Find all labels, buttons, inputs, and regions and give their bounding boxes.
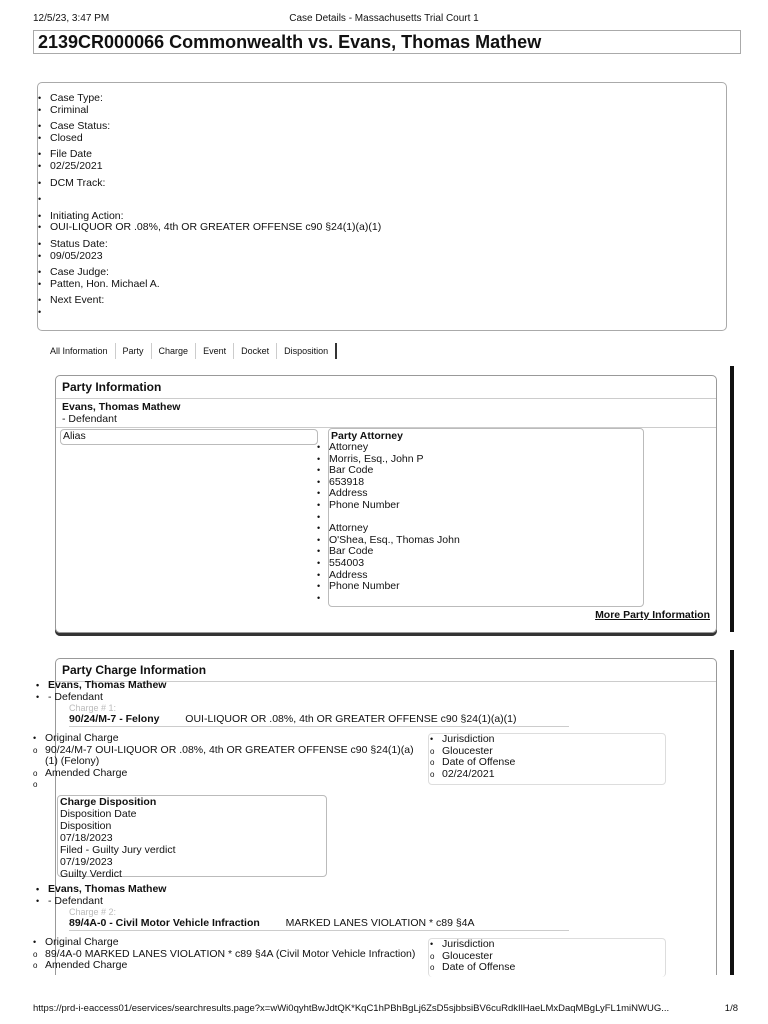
disposition-date-value: 07/18/2023 (60, 832, 113, 844)
bar-code-label: • Bar Code (317, 465, 643, 477)
alias-label: Alias (63, 430, 86, 442)
charge-number: Charge # 2: (69, 907, 117, 918)
case-type-value: • Criminal (38, 105, 726, 117)
charge-code: 90/24/M-7 - Felony (69, 713, 160, 726)
attorney-spacer (317, 593, 643, 605)
jurisdiction-box (428, 938, 666, 977)
tab-docket[interactable]: Docket (234, 343, 277, 359)
charge-block (36, 680, 716, 727)
case-status-label: • Case Status: (38, 121, 726, 133)
jurisdiction-label: • Jurisdiction (430, 734, 665, 746)
attorney-name: • Morris, Esq., John P (317, 454, 643, 466)
disposition-date-label: Disposition Date (60, 808, 137, 820)
attorney-label: • Attorney (317, 442, 643, 454)
print-datetime: 12/5/23, 3:47 PM (33, 13, 110, 24)
right-border-bar (730, 650, 734, 975)
party-attorney-heading: Party Attorney (331, 430, 403, 442)
party-role: - Defendant (62, 413, 117, 425)
print-page-title: Case Details - Massachusetts Trial Court 1 (289, 13, 479, 24)
next-event-label: • Next Event: (38, 295, 726, 307)
next-event-value (38, 307, 726, 319)
amended-charge-label: o Amended Charge (33, 768, 433, 780)
case-type-label: • Case Type: (38, 93, 726, 105)
case-judge-value: • Patten, Hon. Michael A. (38, 279, 726, 291)
tab-disposition[interactable]: Disposition (277, 343, 337, 359)
tab-event[interactable]: Event (196, 343, 234, 359)
date-of-offense-label: o Date of Offense (430, 962, 665, 974)
tab-party[interactable]: Party (116, 343, 152, 359)
charge-code: 89/4A-0 - Civil Motor Vehicle Infraction (69, 917, 260, 930)
charge-disposition-heading: Charge Disposition (60, 796, 157, 808)
charge-description: OUI-LIQUOR OR .08%, 4th OR GREATER OFFENSE c90 §24(1)(a)(1) (185, 713, 517, 726)
jurisdiction-value: o Gloucester (430, 746, 665, 758)
charge-number: Charge # 1: (69, 703, 117, 714)
date-of-offense-value: o 02/24/2021 (430, 769, 665, 781)
attorney-label: • Attorney (317, 523, 643, 535)
party-charge-heading: Party Charge Information (56, 659, 716, 682)
bar-code-label: • Bar Code (317, 546, 643, 558)
more-party-information-link[interactable]: More Party Information (595, 609, 710, 621)
status-date-value: • 09/05/2023 (38, 251, 726, 263)
bar-code-value: • 653918 (317, 477, 643, 489)
print-header (0, 13, 768, 27)
date-of-offense-label: o Date of Offense (430, 757, 665, 769)
disposition-value: Filed - Guilty Jury verdict (60, 844, 176, 856)
tab-charge[interactable]: Charge (152, 343, 197, 359)
print-footer (33, 1003, 738, 1014)
disposition-label: Disposition (60, 820, 112, 832)
page-url: https://prd-i-eaccess01/eservices/searchresults.page?x=wWi0qyhtBwJdtQK*KqC1hPBhBgLj6ZsD5sjbbsiBV6cuRdkIlHaeLMxDaqMBgLyFL1miNWUG... (33, 1003, 670, 1014)
tab-all-information[interactable]: All Information (43, 343, 116, 359)
file-date-label: • File Date (38, 149, 726, 161)
dcm-track-value (38, 194, 726, 206)
original-charge-list (33, 733, 433, 791)
charge-description: MARKED LANES VIOLATION * c89 §4A (285, 917, 475, 930)
bar-code-value: • 554003 (317, 558, 643, 570)
case-title: 2139CR000066 Commonwealth vs. Evans, Thomas Mathew (33, 30, 741, 54)
party-attorney-box (328, 428, 644, 607)
phone-label: • Phone Number (317, 581, 643, 593)
party-information-heading: Party Information (56, 376, 716, 399)
charge-party-role: • - Defendant (36, 692, 716, 704)
initiating-action-value: • OUI-LIQUOR OR .08%, 4th OR GREATER OFFENSE c90 §24(1)(a)(1) (38, 222, 726, 234)
original-charge-label: • Original Charge (33, 937, 433, 949)
initiating-action-label: • Initiating Action: (38, 211, 726, 223)
case-judge-label: • Case Judge: (38, 267, 726, 279)
original-charge-label: • Original Charge (33, 733, 433, 745)
phone-label: • Phone Number (317, 500, 643, 512)
charge-party-name: • Evans, Thomas Mathew (36, 680, 716, 692)
attorney-name: • O'Shea, Esq., Thomas John (317, 535, 643, 547)
original-charge-value: o 90/24/M-7 OUI-LIQUOR OR .08%, 4th OR GREATER OFFENSE c90 §24(1)(a) (1) (Felony) (33, 745, 433, 768)
address-label: • Address (317, 488, 643, 500)
original-charge-value: o 89/4A-0 MARKED LANES VIOLATION * c89 §4A (Civil Motor Vehicle Infraction) (33, 949, 433, 961)
original-charge-list (33, 937, 433, 972)
amended-charge-label: o Amended Charge (33, 960, 433, 972)
page-number: 1/8 (724, 1003, 738, 1014)
alias-box (60, 429, 318, 445)
jurisdiction-label: • Jurisdiction (430, 939, 665, 951)
case-status-value: • Closed (38, 133, 726, 145)
disposition-date-value: 07/19/2023 (60, 856, 113, 868)
party-name: Evans, Thomas Mathew (62, 401, 181, 413)
file-date-value: • 02/25/2021 (38, 161, 726, 173)
party-information-section (55, 375, 717, 633)
charge-party-role: • - Defendant (36, 896, 716, 908)
dcm-track-label: • DCM Track: (38, 178, 726, 190)
case-summary-panel (37, 82, 727, 331)
right-border-bar (730, 366, 734, 632)
status-date-label: • Status Date: (38, 239, 726, 251)
jurisdiction-value: o Gloucester (430, 951, 665, 963)
charge-block (36, 884, 716, 931)
disposition-value: Guilty Verdict (60, 868, 122, 880)
address-label: • Address (317, 570, 643, 582)
charge-disposition-box (57, 795, 327, 880)
tab-bar (43, 343, 337, 361)
charge-party-name: • Evans, Thomas Mathew (36, 884, 716, 896)
jurisdiction-box (428, 733, 666, 785)
amended-charge-value (33, 779, 433, 791)
